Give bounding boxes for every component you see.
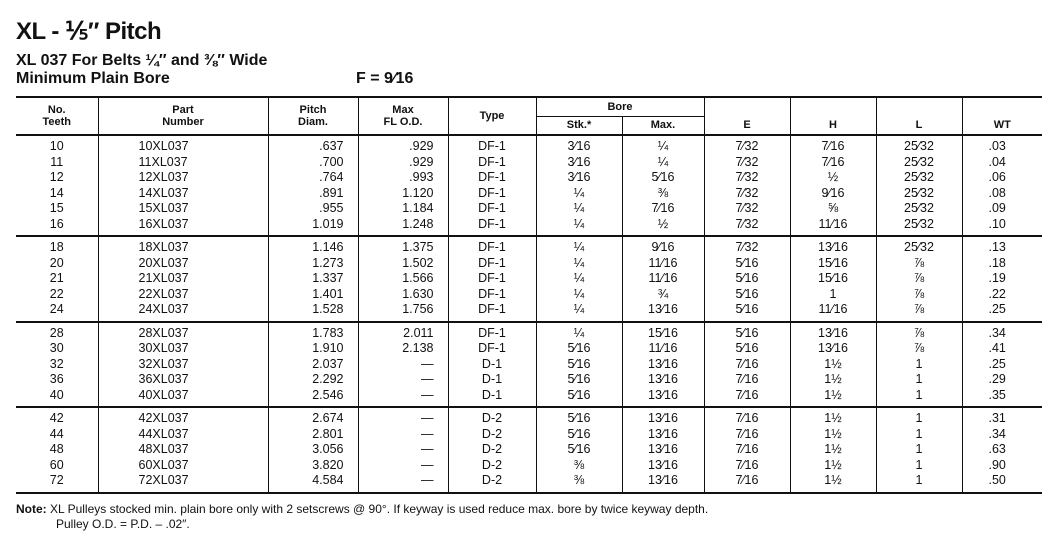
cell-bore-stk: ¼ [536, 322, 622, 342]
cell-bore-max: 5⁄16 [622, 170, 704, 186]
cell-part-number: 44XL037 [98, 427, 268, 443]
table-row [16, 287, 1042, 303]
cell-bore-stk: ⅜ [536, 458, 622, 474]
cell-e: 7⁄32 [704, 201, 790, 217]
cell-teeth: 24 [49, 302, 64, 316]
cell-part-number: 18XL037 [98, 236, 268, 256]
subtitle: XL 037 For Belts ¼″ and ⅜″ Wide [16, 52, 268, 69]
cell-e: 5⁄16 [704, 287, 790, 303]
cell-max-fl-od: 1.375 [358, 236, 448, 256]
cell-type: D-2 [448, 473, 536, 493]
cell-l: 1 [876, 388, 962, 408]
cell-bore-stk: 5⁄16 [536, 372, 622, 388]
cell-part-number: 21XL037 [98, 271, 268, 287]
header-wt: WT [962, 116, 1042, 135]
cell-l: 1 [876, 473, 962, 493]
cell-bore-max: 13⁄16 [622, 473, 704, 493]
cell-h: 13⁄16 [790, 322, 876, 342]
cell-bore-stk: 5⁄16 [536, 388, 622, 408]
cell-max-fl-od: 1.756 [358, 302, 448, 322]
cell-l: 25⁄32 [876, 155, 962, 171]
cell-e: 7⁄16 [704, 458, 790, 474]
cell-h: 7⁄16 [790, 135, 876, 155]
cell-bore-stk: 3⁄16 [536, 155, 622, 171]
cell-part-number: 30XL037 [98, 341, 268, 357]
cell-type: D-1 [448, 357, 536, 373]
table-row [16, 341, 1042, 357]
cell-bore-max: 9⁄16 [622, 236, 704, 256]
cell-teeth: 48 [49, 442, 64, 456]
cell-bore-max: 13⁄16 [622, 357, 704, 373]
cell-teeth: 32 [49, 356, 64, 371]
header-l: L [876, 116, 962, 135]
cell-teeth: 40 [49, 387, 64, 402]
cell-part-number: 12XL037 [98, 170, 268, 186]
cell-l: 1 [876, 427, 962, 443]
cell-wt: .06 [962, 170, 1042, 186]
cell-bore-max: 11⁄16 [622, 256, 704, 272]
table-row [16, 357, 1042, 373]
cell-max-fl-od: — [358, 407, 448, 427]
header-wt-spacer [962, 97, 1042, 116]
cell-pitch-diam: 3.056 [268, 442, 358, 458]
cell-e: 7⁄32 [704, 155, 790, 171]
cell-l: 1 [876, 357, 962, 373]
cell-e: 7⁄16 [704, 357, 790, 373]
cell-bore-stk: ¼ [536, 186, 622, 202]
cell-pitch-diam: 1.146 [268, 236, 358, 256]
cell-pitch-diam: .891 [268, 186, 358, 202]
cell-type: D-2 [448, 407, 536, 427]
table-row [16, 388, 1042, 408]
cell-part-number: 24XL037 [98, 302, 268, 322]
cell-l: 1 [876, 372, 962, 388]
cell-max-fl-od: 1.120 [358, 186, 448, 202]
cell-e: 7⁄32 [704, 170, 790, 186]
header-part [98, 97, 268, 135]
cell-teeth: 72 [49, 473, 64, 487]
cell-pitch-diam: 2.037 [268, 357, 358, 373]
cell-part-number: 32XL037 [98, 357, 268, 373]
cell-part-number: 40XL037 [98, 388, 268, 408]
cell-pitch-diam: 2.674 [268, 407, 358, 427]
header-bore: Bore [536, 97, 704, 116]
cell-type: DF-1 [448, 322, 536, 342]
cell-bore-max: 13⁄16 [622, 458, 704, 474]
cell-l: 1 [876, 442, 962, 458]
cell-e: 7⁄16 [704, 427, 790, 443]
header-max-fl [358, 97, 448, 135]
cell-e: 5⁄16 [704, 302, 790, 322]
cell-bore-max: ¾ [622, 287, 704, 303]
cell-e: 7⁄32 [704, 217, 790, 237]
cell-teeth: 30 [49, 341, 64, 355]
cell-bore-stk: 3⁄16 [536, 135, 622, 155]
table-row [16, 407, 1042, 427]
cell-e: 5⁄16 [704, 322, 790, 342]
cell-e: 7⁄32 [704, 236, 790, 256]
cell-bore-stk: ¼ [536, 201, 622, 217]
cell-wt: .18 [962, 256, 1042, 272]
cell-h: 13⁄16 [790, 236, 876, 256]
cell-wt: .13 [962, 236, 1042, 256]
cell-teeth: 18 [49, 240, 64, 254]
cell-pitch-diam: 1.528 [268, 302, 358, 322]
cell-h: 1½ [790, 407, 876, 427]
footnote [16, 502, 708, 532]
cell-l: ⅞ [876, 271, 962, 287]
table-row [16, 322, 1042, 342]
cell-max-fl-od: 1.184 [358, 201, 448, 217]
cell-max-fl-od: — [358, 427, 448, 443]
cell-teeth: 28 [49, 325, 64, 340]
cell-type: DF-1 [448, 236, 536, 256]
cell-l: 25⁄32 [876, 186, 962, 202]
header-pitch-line2: Diam. [298, 116, 328, 128]
cell-h: 15⁄16 [790, 256, 876, 272]
cell-max-fl-od: — [358, 372, 448, 388]
cell-teeth: 10 [49, 139, 64, 153]
cell-h: 1 [790, 287, 876, 303]
cell-type: DF-1 [448, 155, 536, 171]
cell-wt: .22 [962, 287, 1042, 303]
table-row [16, 155, 1042, 171]
cell-l: 1 [876, 407, 962, 427]
cell-l: 25⁄32 [876, 135, 962, 155]
cell-type: DF-1 [448, 217, 536, 237]
cell-wt: .03 [962, 135, 1042, 155]
cell-type: D-2 [448, 458, 536, 474]
pulley-spec-table [16, 96, 1042, 494]
cell-wt: .34 [962, 322, 1042, 342]
cell-part-number: 11XL037 [98, 155, 268, 171]
cell-part-number: 22XL037 [98, 287, 268, 303]
cell-bore-stk: ¼ [536, 236, 622, 256]
cell-l: 25⁄32 [876, 217, 962, 237]
cell-h: 1½ [790, 458, 876, 474]
cell-h: 13⁄16 [790, 341, 876, 357]
cell-teeth: 44 [49, 426, 64, 441]
cell-type: DF-1 [448, 341, 536, 357]
cell-pitch-diam: 2.546 [268, 388, 358, 408]
cell-teeth: 11 [50, 154, 64, 169]
cell-type: D-2 [448, 442, 536, 458]
table-row [16, 372, 1042, 388]
cell-l: 25⁄32 [876, 236, 962, 256]
subtitle-bore: Minimum Plain Bore [16, 70, 170, 87]
cell-wt: .09 [962, 201, 1042, 217]
note-line1: XL Pulleys stocked min. plain bore only with 2 setscrews @ 90°. If keyway is used reduce max. bore by twice keyway depth. [50, 502, 709, 516]
cell-wt: .90 [962, 458, 1042, 474]
cell-bore-max: ⅜ [622, 186, 704, 202]
cell-pitch-diam: 1.910 [268, 341, 358, 357]
row-group [16, 135, 1042, 236]
cell-type: DF-1 [448, 271, 536, 287]
header-pitch [268, 97, 358, 135]
header-bore-max: Max. [622, 116, 704, 135]
header-type: Type [448, 97, 536, 135]
cell-bore-stk: ¼ [536, 256, 622, 272]
cell-part-number: 28XL037 [98, 322, 268, 342]
cell-bore-max: 11⁄16 [622, 341, 704, 357]
cell-max-fl-od: 1.502 [358, 256, 448, 272]
header-pitch-line1: Pitch [299, 104, 327, 116]
cell-type: DF-1 [448, 135, 536, 155]
cell-bore-stk: 5⁄16 [536, 357, 622, 373]
cell-pitch-diam: 4.584 [268, 473, 358, 493]
note-label: Note: [16, 502, 47, 516]
table-row [16, 256, 1042, 272]
cell-h: 1½ [790, 427, 876, 443]
cell-type: DF-1 [448, 287, 536, 303]
table-row [16, 236, 1042, 256]
cell-pitch-diam: .764 [268, 170, 358, 186]
cell-l: ⅞ [876, 302, 962, 322]
cell-bore-stk: ¼ [536, 287, 622, 303]
cell-type: DF-1 [448, 186, 536, 202]
cell-max-fl-od: .929 [358, 135, 448, 155]
cell-wt: .50 [962, 473, 1042, 493]
row-group [16, 407, 1042, 493]
cell-max-fl-od: 2.011 [358, 322, 448, 342]
cell-teeth: 16 [49, 216, 64, 231]
cell-h: 1½ [790, 473, 876, 493]
cell-part-number: 72XL037 [98, 473, 268, 493]
cell-bore-max: ¼ [622, 155, 704, 171]
table-row [16, 186, 1042, 202]
cell-wt: .29 [962, 372, 1042, 388]
cell-type: D-2 [448, 427, 536, 443]
cell-l: ⅞ [876, 322, 962, 342]
row-group [16, 322, 1042, 408]
cell-teeth: 42 [49, 411, 64, 425]
cell-bore-max: 13⁄16 [622, 442, 704, 458]
cell-part-number: 60XL037 [98, 458, 268, 474]
cell-type: DF-1 [448, 256, 536, 272]
table-header [16, 97, 1042, 135]
cell-bore-max: 15⁄16 [622, 322, 704, 342]
cell-bore-max: 13⁄16 [622, 302, 704, 322]
cell-e: 7⁄16 [704, 442, 790, 458]
cell-h: 7⁄16 [790, 155, 876, 171]
cell-max-fl-od: .929 [358, 155, 448, 171]
cell-pitch-diam: .955 [268, 201, 358, 217]
cell-bore-max: ½ [622, 217, 704, 237]
cell-h: 11⁄16 [790, 302, 876, 322]
cell-h: 15⁄16 [790, 271, 876, 287]
table-row [16, 442, 1042, 458]
cell-part-number: 16XL037 [98, 217, 268, 237]
cell-teeth: 60 [49, 457, 64, 472]
cell-e: 5⁄16 [704, 256, 790, 272]
cell-e: 7⁄16 [704, 388, 790, 408]
cell-bore-stk: 5⁄16 [536, 427, 622, 443]
cell-max-fl-od: — [358, 442, 448, 458]
cell-bore-max: 13⁄16 [622, 427, 704, 443]
cell-bore-max: 7⁄16 [622, 201, 704, 217]
table-row [16, 302, 1042, 322]
cell-h: 1½ [790, 357, 876, 373]
cell-l: 1 [876, 458, 962, 474]
table-row [16, 458, 1042, 474]
cell-pitch-diam: 1.401 [268, 287, 358, 303]
header-maxfl-line2: FL O.D. [383, 116, 423, 128]
cell-wt: .08 [962, 186, 1042, 202]
cell-type: DF-1 [448, 170, 536, 186]
cell-max-fl-od: — [358, 357, 448, 373]
cell-bore-stk: 5⁄16 [536, 442, 622, 458]
cell-wt: .63 [962, 442, 1042, 458]
table-row [16, 170, 1042, 186]
table-row [16, 217, 1042, 237]
cell-bore-max: 11⁄16 [622, 271, 704, 287]
cell-l: ⅞ [876, 341, 962, 357]
cell-bore-max: 13⁄16 [622, 388, 704, 408]
cell-part-number: 15XL037 [98, 201, 268, 217]
row-group [16, 236, 1042, 322]
cell-part-number: 36XL037 [98, 372, 268, 388]
cell-bore-stk: ⅜ [536, 473, 622, 493]
cell-bore-stk: 3⁄16 [536, 170, 622, 186]
cell-type: DF-1 [448, 302, 536, 322]
cell-pitch-diam: 1.783 [268, 322, 358, 342]
cell-e: 5⁄16 [704, 271, 790, 287]
cell-part-number: 10XL037 [98, 135, 268, 155]
header-teeth-line2: Teeth [42, 116, 72, 128]
cell-teeth: 20 [49, 255, 64, 270]
cell-pitch-diam: 3.820 [268, 458, 358, 474]
cell-h: 1½ [790, 388, 876, 408]
cell-e: 7⁄16 [704, 407, 790, 427]
cell-max-fl-od: — [358, 473, 448, 493]
header-teeth-line1: No. [47, 104, 66, 116]
cell-wt: .31 [962, 407, 1042, 427]
cell-h: ½ [790, 170, 876, 186]
table-row [16, 201, 1042, 217]
cell-part-number: 14XL037 [98, 186, 268, 202]
header-teeth [16, 97, 98, 135]
cell-part-number: 20XL037 [98, 256, 268, 272]
cell-wt: .35 [962, 388, 1042, 408]
table-row [16, 271, 1042, 287]
cell-h: 1½ [790, 442, 876, 458]
cell-wt: .04 [962, 155, 1042, 171]
cell-wt: .25 [962, 302, 1042, 322]
cell-bore-stk: ¼ [536, 217, 622, 237]
cell-pitch-diam: .637 [268, 135, 358, 155]
cell-teeth: 14 [49, 185, 64, 200]
cell-l: 25⁄32 [876, 201, 962, 217]
table-row [16, 473, 1042, 493]
cell-bore-stk: 5⁄16 [536, 341, 622, 357]
header-h-spacer [790, 97, 876, 116]
f-value: F = 9⁄16 [356, 70, 414, 87]
cell-max-fl-od: — [358, 458, 448, 474]
cell-max-fl-od: 1.248 [358, 217, 448, 237]
cell-teeth: 15 [49, 201, 64, 215]
cell-pitch-diam: .700 [268, 155, 358, 171]
cell-bore-stk: ¼ [536, 271, 622, 287]
cell-e: 7⁄32 [704, 186, 790, 202]
cell-bore-stk: 5⁄16 [536, 407, 622, 427]
cell-wt: .34 [962, 427, 1042, 443]
header-bore-stk: Stk.* [536, 116, 622, 135]
cell-h: 9⁄16 [790, 186, 876, 202]
cell-part-number: 48XL037 [98, 442, 268, 458]
cell-h: ⅝ [790, 201, 876, 217]
header-e: E [704, 116, 790, 135]
cell-type: D-1 [448, 372, 536, 388]
header-l-spacer [876, 97, 962, 116]
cell-max-fl-od: — [358, 388, 448, 408]
cell-e: 7⁄16 [704, 473, 790, 493]
cell-bore-max: 13⁄16 [622, 372, 704, 388]
page-title: XL - ⅕″ Pitch [16, 18, 162, 45]
cell-l: 25⁄32 [876, 170, 962, 186]
cell-max-fl-od: .993 [358, 170, 448, 186]
header-h: H [790, 116, 876, 135]
cell-wt: .41 [962, 341, 1042, 357]
table-row [16, 427, 1042, 443]
cell-l: ⅞ [876, 256, 962, 272]
cell-pitch-diam: 1.337 [268, 271, 358, 287]
cell-e: 7⁄32 [704, 135, 790, 155]
cell-part-number: 42XL037 [98, 407, 268, 427]
cell-type: D-1 [448, 388, 536, 408]
note-line2: Pulley O.D. = P.D. – .02″. [56, 517, 190, 531]
cell-e: 5⁄16 [704, 341, 790, 357]
cell-l: ⅞ [876, 287, 962, 303]
cell-teeth: 36 [49, 372, 64, 386]
cell-bore-stk: ¼ [536, 302, 622, 322]
cell-e: 7⁄16 [704, 372, 790, 388]
cell-h: 11⁄16 [790, 217, 876, 237]
cell-pitch-diam: 1.019 [268, 217, 358, 237]
cell-max-fl-od: 2.138 [358, 341, 448, 357]
header-part-line1: Part [172, 104, 194, 116]
cell-wt: .25 [962, 357, 1042, 373]
table-row [16, 135, 1042, 155]
cell-bore-max: ¼ [622, 135, 704, 155]
cell-teeth: 22 [49, 286, 64, 301]
cell-pitch-diam: 2.292 [268, 372, 358, 388]
cell-pitch-diam: 1.273 [268, 256, 358, 272]
cell-bore-max: 13⁄16 [622, 407, 704, 427]
cell-type: DF-1 [448, 201, 536, 217]
cell-teeth: 12 [49, 170, 64, 184]
header-maxfl-line1: Max [392, 104, 414, 116]
header-part-line2: Number [162, 116, 204, 128]
cell-pitch-diam: 2.801 [268, 427, 358, 443]
header-e-spacer [704, 97, 790, 116]
cell-wt: .19 [962, 271, 1042, 287]
cell-teeth: 21 [49, 271, 64, 285]
cell-max-fl-od: 1.630 [358, 287, 448, 303]
cell-max-fl-od: 1.566 [358, 271, 448, 287]
cell-wt: .10 [962, 217, 1042, 237]
cell-h: 1½ [790, 372, 876, 388]
